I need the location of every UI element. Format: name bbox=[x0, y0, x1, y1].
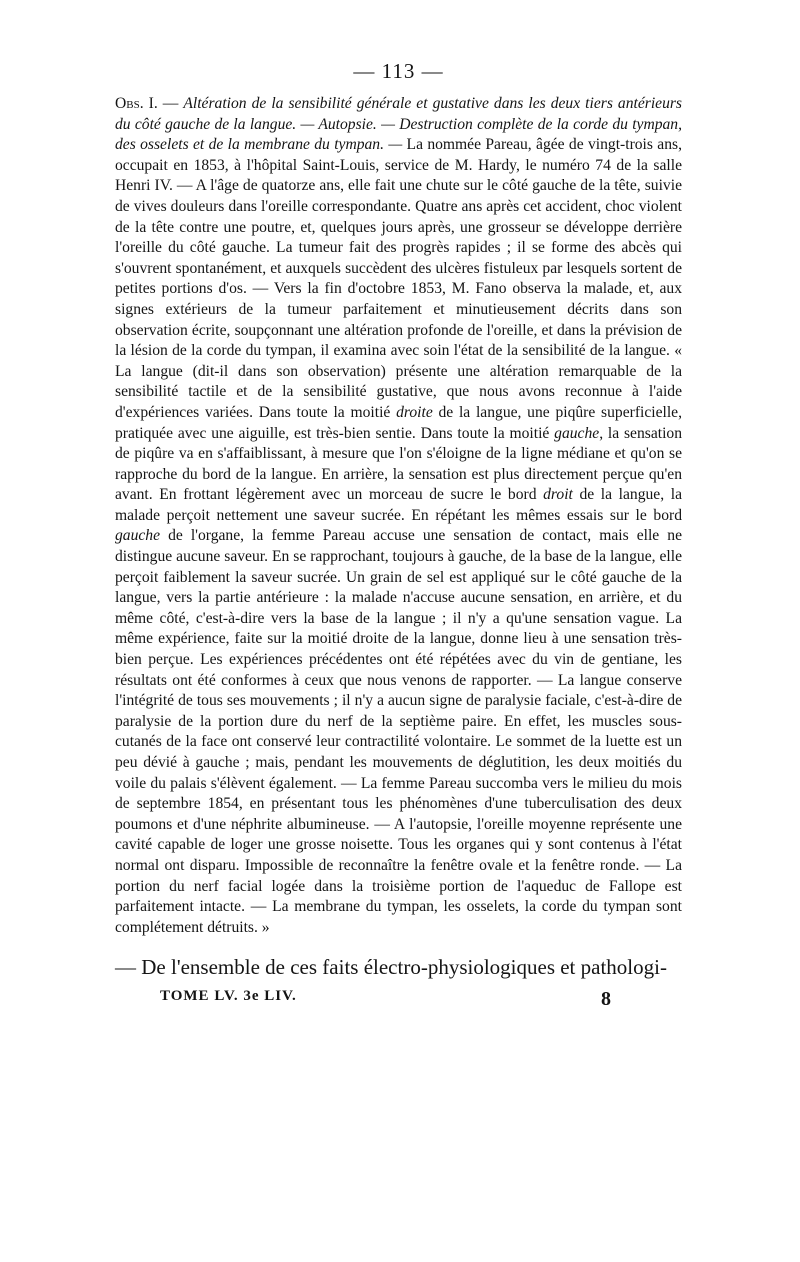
observation-text-4: de la langue, la malade perçoit nettement une saveur sucrée. En répétant les mêmes essais sur le bord bbox=[115, 486, 682, 524]
emphasis-droit: droit bbox=[543, 486, 573, 504]
observation-text-1: La nommée Pareau, âgée de vingt-trois ans, occupait en 1853, à l'hôpital Saint-Louis, service de M. Hardy, le numéro 74 de la salle Henri IV. — A l'âge de quatorze ans, elle fait une chute sur le côté gauche de la tête, suivie de vives douleurs dans l'oreille correspondante. Quatre ans après cet accident, choc violent de la tête contre une poutre, et, quelques jours après, une grosseur se développe derrière l'oreille du côté gauche. La tumeur fait des progrès rapides ; il se forme des abcès qui s'ouvrent spontanément, et auxquels succèdent des ulcères fistuleux par lesquels sortent de petites portions d'os. — Vers la fin d'octobre 1853, M. Fano observa la malade, et, aux signes extérieurs de la tumeur parfaitement et minutieusement décrits dans son observation écrite, soupçonnant une altération profonde de l'oreille, et dans la prévision de la lésion de la corde du tympan, il examina avec soin l'état de la sensibilité de la langue. « La langue (dit-il dans son observation) présente une altération remarquable de la sensibilité tactile et de la sensibilité gustative, que nous avons reconnue à l'aide d'expériences variées. Dans toute la moitié bbox=[115, 136, 682, 421]
emphasis-gauche-2: gauche bbox=[115, 527, 161, 545]
observation-article bbox=[115, 94, 682, 938]
observation-title: Altération de la sensibilité générale et gustative dans les deux tiers antérieurs du côté gauche de la langue. — Autopsie. — Destruction complète de la corde du tympan, des osselets et de la membrane du tympan. — bbox=[115, 95, 683, 154]
observation-dash: — bbox=[157, 95, 184, 112]
signature-mark: 8 bbox=[601, 988, 612, 1011]
volume-signature: TOME LV. 3e LIV. bbox=[160, 988, 297, 1005]
observation-paragraph bbox=[115, 94, 682, 938]
observation-label: Obs. I. bbox=[115, 95, 158, 112]
next-section-heading: — De l'ensemble de ces faits électro-physiologiques et pathologi- bbox=[115, 955, 667, 980]
observation-text-2: de la langue, une piqûre superficielle, pratiquée avec une aiguille, est très-bien sentie. Dans toute la moitié bbox=[115, 403, 682, 442]
observation-text-5: de l'organe, la femme Pareau accuse une sensation de contact, mais elle ne distingue aucune saveur. En se rapprochant, toujours à gauche, de la base de la langue, elle perçoit faiblement la saveur sucrée. Un grain de sel est appliqué sur le côté gauche de la langue, vers la partie antérieure : la malade n'accuse aucune sensation, en arrière, et du même côté, c'est-à-dire vers la base de la langue ; il n'y a qu'une sensation vague. La même expérience, faite sur la moitié droite de la langue, donne lieu à une sensation très-bien perçue. Les expériences précédentes ont été répétées avec du vin de gentiane, les résultats ont été conformes à ceux que nous venons de rapporter. — La langue conserve l'intégrité de tous ses mouvements ; il n'y a aucun signe de paralysie faciale, c'est-à-dire de paralysie de la portion dure du nerf de la septième paire. En effet, les muscles sous-cutanés de la face ont conservé leur contractilité volontaire. Le sommet de la luette est un peu dévié à gauche ; mais, pendant les mouvements de déglutition, les deux moitiés du voile du palais s'élèvent également. — La femme Pareau succomba vers le milieu du mois de septembre 1854, en présentant tous les phénomènes d'une tuberculisation des deux poumons et d'une néphrite albumineuse. — A l'autopsie, l'oreille moyenne représente une cavité capable de loger une grosse noisette. Tous les organes qui y sont contenus à l'état normal ont disparu. Impossible de reconnaître la fenêtre ovale et la fenêtre ronde. — La portion du nerf facial logée dans la troisième portion de l'aqueduc de Fallope est parfaitement intacte. — La membrane du tympan, les osselets, la corde du tympan sont complétement détruits. » bbox=[115, 527, 682, 936]
page-footer bbox=[115, 988, 682, 1011]
page-number: — 113 — bbox=[353, 59, 444, 83]
emphasis-gauche: gauche bbox=[554, 424, 600, 442]
page bbox=[115, 58, 682, 1011]
emphasis-droite: droite bbox=[396, 403, 433, 421]
observation-text-3: , la sensation de piqûre va en s'affaiblissant, à mesure que l'on s'éloigne de la ligne médiane et qu'on se rapproche du bord de la langue. En arrière, la sensation est plus directement perçue qu'en avant. En frottant légèrement avec un morceau de sucre le bord bbox=[115, 424, 682, 504]
